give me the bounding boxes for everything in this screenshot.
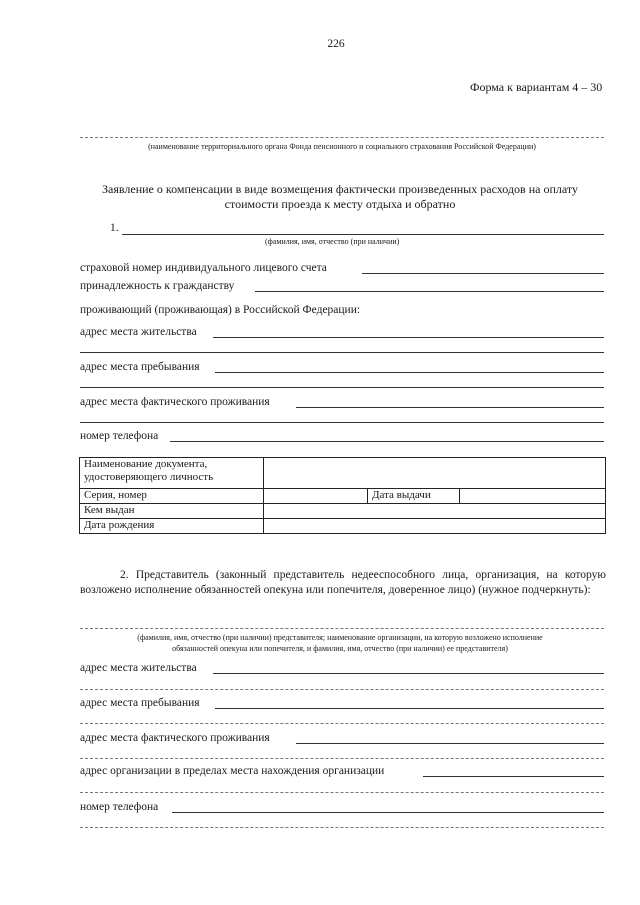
resident-label: проживающий (проживающая) в Российской Федерации:	[80, 304, 361, 316]
issued-by-value[interactable]	[264, 504, 606, 519]
authority-line[interactable]	[80, 137, 604, 138]
issue-date-value[interactable]	[460, 489, 606, 504]
rep-phone-field[interactable]	[172, 812, 604, 813]
doc-name-label-line2: удостоверяющего личность	[84, 471, 214, 483]
snils-field[interactable]	[362, 273, 604, 274]
doc-name-label	[80, 458, 264, 489]
snils-label: страховой номер индивидуального лицевого счета	[80, 262, 327, 274]
doc-name-label-line1: Наименование документа,	[84, 458, 208, 470]
page-number: 226	[327, 38, 345, 50]
residence-address-label: адрес места жительства	[80, 326, 197, 338]
actual-address-field[interactable]	[296, 407, 604, 408]
org-address-label: адрес организации в пределах места нахождения организации	[80, 765, 385, 777]
representative-caption-line1: (фамилия, имя, отчество (при наличии) представителя; наименование организации, на которую возложено исполнение	[137, 633, 543, 642]
identity-document-table	[79, 457, 606, 534]
rep-stay-field[interactable]	[215, 708, 604, 709]
applicant-name-field[interactable]	[122, 234, 604, 235]
rep-residence-field-2[interactable]	[80, 689, 604, 690]
rep-actual-field-2[interactable]	[80, 758, 604, 759]
rep-residence-label: адрес места жительства	[80, 662, 197, 674]
org-address-field-2[interactable]	[80, 792, 604, 793]
section1-number: 1.	[110, 222, 119, 234]
phone-label: номер телефона	[80, 430, 159, 442]
applicant-name-caption: (фамилия, имя, отчество (при наличии)	[265, 237, 400, 246]
rep-residence-field[interactable]	[213, 673, 604, 674]
stay-address-field[interactable]	[215, 372, 604, 373]
actual-address-label: адрес места фактического проживания	[80, 396, 270, 408]
issued-by-label: Кем выдан	[80, 504, 264, 519]
representative-name-field[interactable]	[80, 628, 604, 629]
series-number-label: Серия, номер	[80, 489, 264, 504]
phone-field[interactable]	[170, 441, 604, 442]
rep-actual-field[interactable]	[296, 743, 604, 744]
rep-stay-label: адрес места пребывания	[80, 697, 200, 709]
issue-date-label: Дата выдачи	[368, 489, 460, 504]
birth-date-label: Дата рождения	[80, 519, 264, 534]
authority-caption: (наименование территориального органа Фонда пенсионного и социального страхования Российской Федерации)	[148, 142, 536, 151]
residence-address-field-2[interactable]	[80, 352, 604, 353]
actual-address-field-2[interactable]	[80, 422, 604, 423]
rep-phone-label: номер телефона	[80, 801, 159, 813]
document-title-line1: Заявление о компенсации в виде возмещения фактически произведенных расходов на оплату	[102, 182, 578, 196]
document-title-line2: стоимости проезда к месту отдыха и обратно	[224, 197, 456, 211]
stay-address-label: адрес места пребывания	[80, 361, 200, 373]
birth-date-value[interactable]	[264, 519, 606, 534]
doc-name-value[interactable]	[264, 458, 606, 489]
representative-intro: 2. Представитель (законный представитель недееспособного лица, организация, на которую возложено исполнение обязанностей опекуна или попечителя, доверенное лицо) (нужное подчеркнуть):	[80, 569, 606, 596]
citizenship-label: принадлежность к гражданству	[80, 280, 235, 292]
citizenship-field[interactable]	[255, 291, 604, 292]
representative-caption-line2: обязанностей опекуна или попечителя, и фамилия, имя, отчество (при наличии) ее представителя)	[172, 644, 508, 653]
rep-stay-field-2[interactable]	[80, 723, 604, 724]
residence-address-field[interactable]	[213, 337, 604, 338]
org-address-field[interactable]	[423, 776, 604, 777]
rep-actual-label: адрес места фактического проживания	[80, 732, 270, 744]
series-number-value[interactable]	[264, 489, 368, 504]
rep-phone-field-2[interactable]	[80, 827, 604, 828]
stay-address-field-2[interactable]	[80, 387, 604, 388]
form-reference: Форма к вариантам 4 – 30	[470, 80, 603, 94]
